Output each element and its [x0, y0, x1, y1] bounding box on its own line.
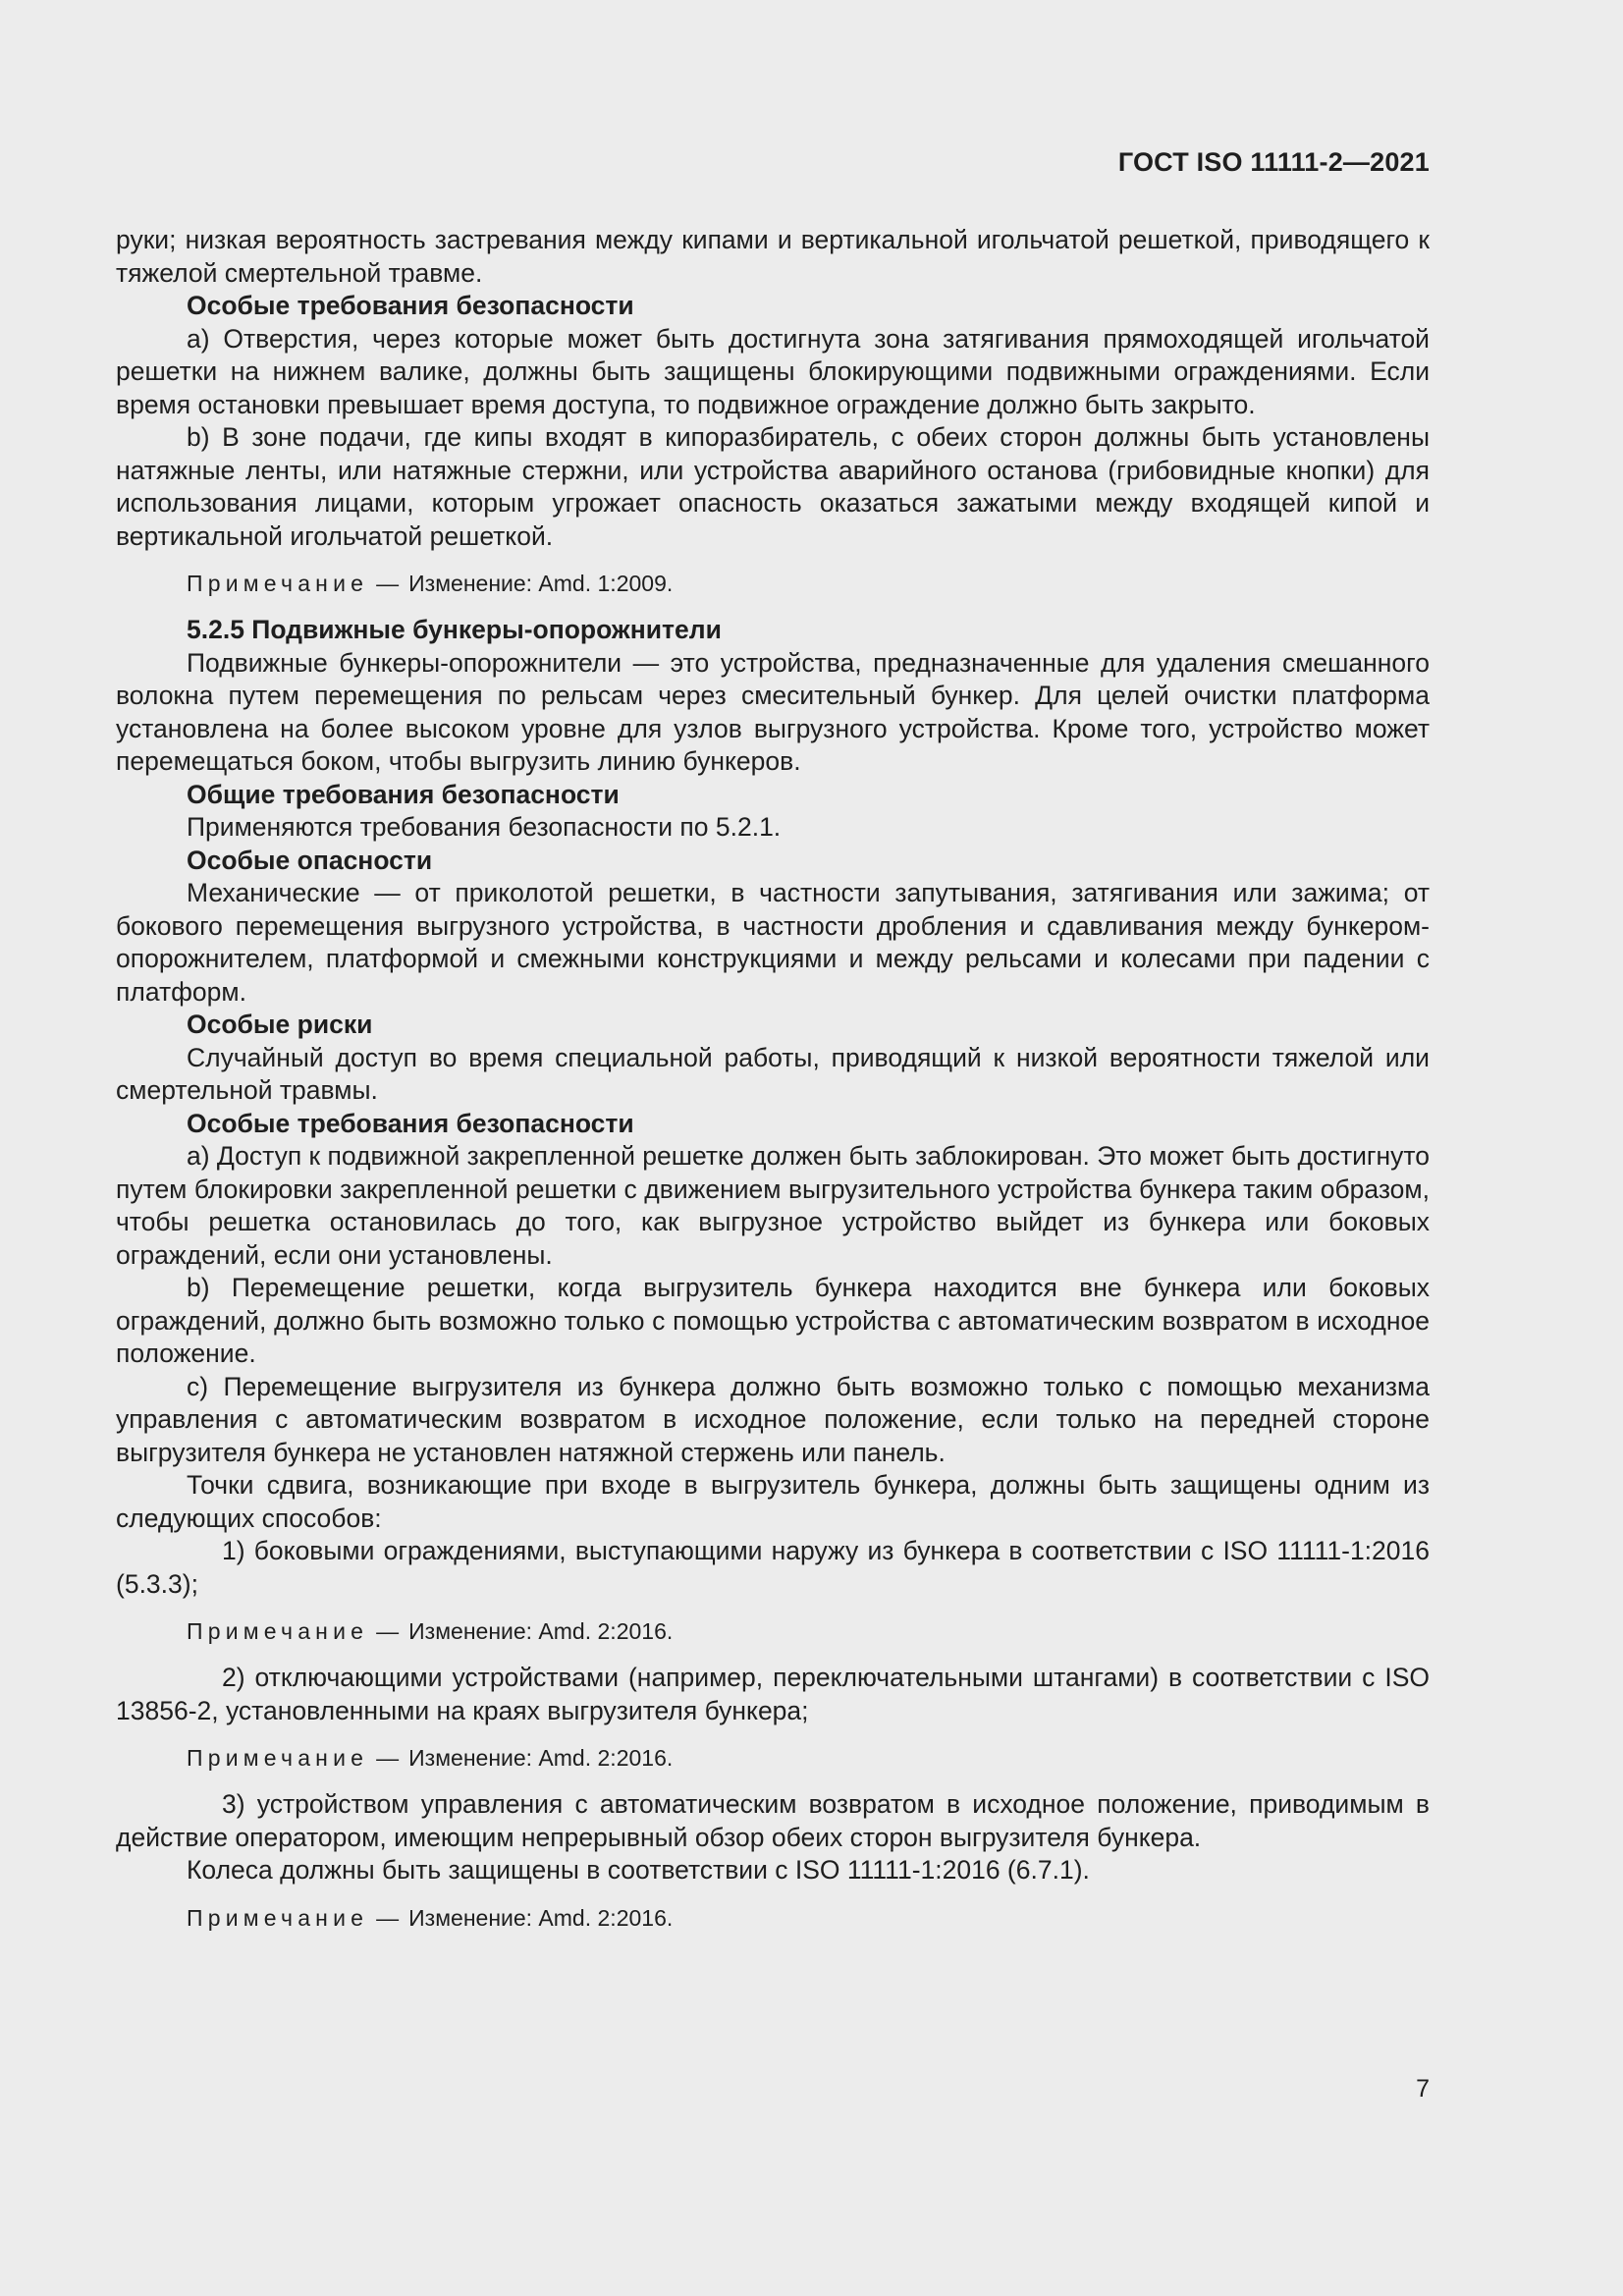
- note-text: Изменение: Amd. 1:2009.: [408, 571, 674, 596]
- document-body: [116, 224, 1430, 1948]
- note-label: Примечание: [187, 571, 369, 596]
- note-text: Изменение: Amd. 2:2016.: [408, 1904, 674, 1931]
- document-header: ГОСТ ISO 11111-2—2021: [1117, 147, 1430, 177]
- note-dash: —: [376, 1745, 400, 1771]
- note-dash: —: [376, 571, 400, 596]
- page-number: 7: [1416, 2075, 1430, 2103]
- paragraph: Точки сдвига, возникающие при входе в выгрузитель бункера, должны быть защищены одним из следующих способов:: [116, 1470, 1430, 1533]
- note: [187, 1616, 1430, 1646]
- section-heading: Особые требования безопасности: [187, 291, 634, 320]
- paragraph: 1) боковыми ограждениями, выступающими наружу из бункера в соответствии с ISO 11111-1:2016 (5.3.3);: [116, 1536, 1430, 1599]
- paragraph: 3) устройством управления с автоматическим возвратом в исходное положение, приводимым в действие оператором, имеющим непрерывный обзор обеих сторон выгрузителя бункера.: [116, 1789, 1430, 1852]
- paragraph: c) Перемещение выгрузителя из бункера должно быть возможно только с помощью механизма управления с автоматическим возвратом в исходное положение, если только на передней стороне выгрузителя бункера не установлен натяжной стержень или панель.: [116, 1371, 1430, 1467]
- note-dash: —: [376, 1618, 400, 1644]
- paragraph: 2) отключающими устройствами (например, переключательными штангами) в соответствии с ISO 13856-2, установленными на краях выгрузителя бункера;: [116, 1663, 1430, 1725]
- note: [187, 1743, 1430, 1773]
- section-heading: 5.2.5 Подвижные бункеры-опорожнители: [187, 615, 722, 644]
- note-label: Примечание: [187, 1618, 369, 1644]
- paragraph: руки; низкая вероятность застревания между кипами и вертикальной игольчатой решеткой, приводящего к тяжелой смертельной травме.: [116, 225, 1430, 288]
- paragraph: b) Перемещение решетки, когда выгрузитель бункера находится вне бункера или боковых ограждений, должно быть возможно только с помощью устройства с автоматическим возвратом в исходное положение.: [116, 1273, 1430, 1368]
- section-heading: Особые опасности: [187, 845, 433, 875]
- section-heading: Особые требования безопасности: [187, 1108, 634, 1138]
- paragraph: Случайный доступ во время специальной работы, приводящий к низкой вероятности тяжелой или смертельной травмы.: [116, 1042, 1430, 1105]
- note-text: Изменение: Amd. 2:2016.: [408, 1618, 674, 1644]
- paragraph: Колеса должны быть защищены в соответствии с ISO 11111-1:2016 (6.7.1).: [187, 1855, 1090, 1885]
- note-text: Изменение: Amd. 2:2016.: [408, 1745, 674, 1771]
- paragraph: a) Доступ к подвижной закрепленной решетке должен быть заблокирован. Это может быть достигнуто путем блокировки закрепленной решетки с движением выгрузительного устройства бункера таким образом, чтобы решетка остановилась до того, как выгрузное устройство выйдет из бункера или боковых ограждений, если они установлены.: [116, 1141, 1431, 1270]
- paragraph: Применяются требования безопасности по 5.2.1.: [187, 812, 782, 842]
- note-label: Примечание: [187, 1904, 369, 1931]
- note: [187, 1903, 1430, 1933]
- paragraph: a) Отверстия, через которые может быть достигнута зона затягивания прямоходящей игольчатой решетки на нижнем валике, должны быть защищены блокирующими подвижными ограждениями. Если время остановки превышает время доступа, то подвижное ограждение должно быть закрыто.: [116, 323, 1430, 419]
- paragraph: Механические — от приколотой решетки, в частности запутывания, затягивания или зажима; от бокового перемещения выгрузного устройства, в частности дробления и сдавливания между бункером-опорожнителем, платформой и смежными конструкциями и между рельсами и колесами при падении с платформ.: [116, 878, 1430, 1007]
- note-dash: —: [376, 1904, 400, 1931]
- note-label: Примечание: [187, 1745, 369, 1771]
- note: [187, 569, 1430, 598]
- section-heading: Особые риски: [187, 1010, 373, 1039]
- paragraph: Подвижные бункеры-опорожнители — это устройства, предназначенные для удаления смешанного волокна путем перемещения по рельсам через смесительный бункер. Для целей очистки платформа установлена на более высоком уровне для узлов выгрузного устройства. Кроме того, устройство может перемещаться боком, чтобы выгрузить линию бункеров.: [116, 647, 1430, 776]
- section-heading: Общие требования безопасности: [187, 779, 620, 809]
- paragraph: b) В зоне подачи, где кипы входят в кипоразбиратель, с обеих сторон должны быть установлены натяжные ленты, или натяжные стержни, или устройства аварийного останова (грибовидные кнопки) для использования лицами, которым угрожает опасность оказаться зажатыми между входящей кипой и вертикальной игольчатой решеткой.: [116, 422, 1430, 551]
